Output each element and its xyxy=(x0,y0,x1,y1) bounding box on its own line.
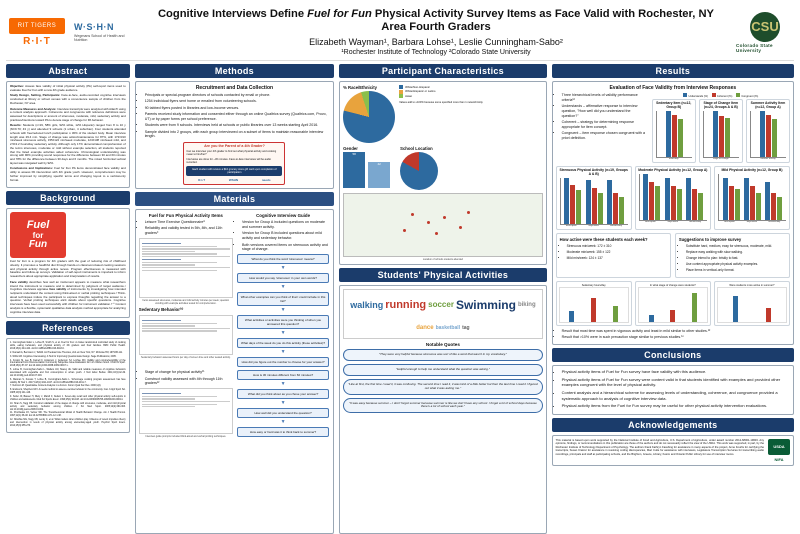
abstract-objective xyxy=(10,85,126,92)
legend-item xyxy=(399,94,542,98)
chart-x-labels xyxy=(702,158,740,160)
legend-entry-label: Understands (%) xyxy=(688,95,708,98)
legend-label: White/Non-Hispanic xyxy=(405,85,430,89)
probe-box: What did you think about as you chose your answer? xyxy=(237,389,330,399)
conclusions-list xyxy=(556,369,790,409)
weekly-activity-item: • Strenuous min/week: 172 ± 310 xyxy=(567,244,667,248)
quote-item: "They were very helpful because strenuous was sort of like a word that wasn't in my vocabulary." xyxy=(343,349,542,361)
gender-bar: 58 xyxy=(343,152,365,188)
recruitment-bullet: • Students were from 9 schools. Interviews held at schools or public libraries over 13 weeks starting April 2016. xyxy=(145,123,330,128)
materials-left-bullet: • Reliability and validity tested in 5th, 8th, and 11th graders⁹ xyxy=(145,226,233,236)
section-heading-abstract: Abstract xyxy=(6,64,130,78)
chart-title: Moderate Physical Activity (n=12, Group A) xyxy=(638,168,708,173)
abstract-design-text: Face-to-face, audio-recorded cognitive interviews conducted at library or school venues with a convenience sample of children from the Rochester, NY area. xyxy=(10,93,126,105)
quote-item: "It was easy because summer – I don't forget summer because summer is like we don't have any school. I forget a lot of school days because there's a lot of school each year." xyxy=(343,398,542,414)
probe-box: What do you think the word 'strenuous' means? xyxy=(237,254,330,264)
abstract-objective-label: Objective: xyxy=(10,84,24,88)
reference-item: 3. Willis GB. Cognitive Interviewing: A Tool for Improving Questionnaire Design. Sage Publications; 2005. xyxy=(10,355,117,358)
race-chart-title: % Race/Ethnicity xyxy=(343,85,377,90)
chart-plot xyxy=(717,287,787,323)
chart-x-labels xyxy=(717,221,787,223)
school-location-map xyxy=(343,193,542,257)
map-caption: Location of schools students attended xyxy=(422,258,463,261)
gender-bar: 42 xyxy=(368,162,390,188)
chart-summer-activity-item xyxy=(746,99,790,163)
survey-item-image xyxy=(139,238,233,298)
chart-title: Summer Activity Item (n=12, Group A) xyxy=(750,101,786,109)
reference-item: 4. Foxton M, Lee B, Farnell F, Anderson J, Anderson SJ, Lochse DO. Validity and comprehensibility of the International Form Documentation Community Subjective Issue Evaluation form in children found. Child Int Sport. 2018;18(1):87-97. doi:10.1111/j.1600-0838.2009.00917.x. xyxy=(10,359,126,368)
chart-plot xyxy=(656,111,692,158)
sedentary-item-image xyxy=(139,315,233,355)
students-pa-box xyxy=(339,285,546,534)
race-legend-area xyxy=(399,85,542,104)
chart-x-label: description xyxy=(724,221,735,224)
gender-chart-title: Gender xyxy=(343,146,358,151)
race-legend xyxy=(399,85,542,98)
race-note: Values add to ≥100% because some specified more than 1 race/ethnicity. xyxy=(399,100,484,104)
findings-list xyxy=(556,329,790,340)
acknowledgements-text: This material is based upon work supported by the National Institute of Food and Agriculture, U.S. Department of Agriculture, under award number 2012-68001-19603. Any opinions, findings, or recommendations in this publication are those of the authors and do not necessarily reflect the view of the USDA. This work was supported, in part, by the Rochester Institute of Technology Department of Psychology. The authors thank Kathryn Fassbing for assistance in many aspects of the project, Anne Fourlis for certifying the transcripts, Susan Kratzer for assistance in resolving coding discrepancies, Mari Cutle for assistance with interviews, Legislature Transcription Services for transcribing audio recordings, principals and staff at participating schools, and the Brighton, Greece, Library, Kesim and Ontario Public Library for use of interview rooms. xyxy=(555,438,765,456)
abstract-conclusions xyxy=(10,167,126,182)
background-p2a: describes how well an instrument appears to measure what researchers intend the instrument to measure and is determined by judgment of target audience.¹ Cognitive interviews appraise xyxy=(10,279,126,292)
abstract-conclusions-label: Conclusions and Implications: xyxy=(10,166,53,171)
probe-box: How is 30 minutes different from 60 minutes? xyxy=(237,370,330,380)
wegmans-school-logo xyxy=(74,10,136,54)
flow-arrow-icon: ▼ xyxy=(280,419,286,426)
chart-x-labels xyxy=(559,225,629,227)
legend-label: White/Hispanic or Latino xyxy=(405,89,436,94)
chart-x-label: days/week xyxy=(746,221,758,224)
probe-box: What days of the week do you do this activity (these activities)? xyxy=(237,338,330,348)
recruitment-box xyxy=(135,81,334,189)
stage-of-change-column xyxy=(139,370,233,438)
chart-x-label: days/week xyxy=(588,225,599,228)
chart-title: Mild Physical Activity (n=12, Group B) xyxy=(721,168,783,173)
weekly-activity-list xyxy=(560,244,667,260)
chart-strenuous-pa xyxy=(556,166,632,230)
abstract-measures xyxy=(10,108,126,123)
materials-left-caption: Items assessed strenuous, moderate and mild activity minutes per week; question wording with example activities tested for comprehension. xyxy=(142,299,230,306)
validity-criteria-list xyxy=(556,93,648,141)
background-program-name: Fuel for Fun xyxy=(10,259,27,264)
materials-left-title: Fuel for Fun Physical Activity Items xyxy=(148,213,223,219)
flow-arrow-icon: ▼ xyxy=(280,307,286,314)
abstract-results xyxy=(10,124,126,165)
section-heading-acknowledgements: Acknowledgements xyxy=(552,418,794,432)
csu-wordmark: Colorado State University xyxy=(736,42,773,53)
probe-flow-lower xyxy=(236,370,330,438)
evaluation-right-charts xyxy=(652,93,790,163)
word-cloud-term: Swimming xyxy=(455,297,516,312)
chart-legend xyxy=(652,93,790,98)
recruitment-bullet: • 90 tabbed flyers posted in libraries and low-income venues. xyxy=(145,106,330,111)
column-3 xyxy=(339,64,546,534)
chart-plot xyxy=(638,287,708,323)
title-emphasis: Fuel for Fun xyxy=(307,8,372,21)
gender-school-row xyxy=(343,146,542,190)
mini-chart-title: Sedentary hours/day xyxy=(581,283,606,287)
mini-chart-row xyxy=(556,281,790,326)
title-block xyxy=(142,8,730,56)
chart-x-labels xyxy=(749,158,787,160)
chart-title: Stage of Change Item (n=24, Groups A & B) xyxy=(703,101,739,109)
probe-box: What activities or activities were you thinking of when you answered this question? xyxy=(237,315,330,329)
word-cloud-term: dance xyxy=(416,324,434,331)
materials-right-caption: Interview guide prompts included think-aloud and verbal probing techniques. xyxy=(145,435,227,439)
abstract-results-text: Students (n=19, 58% girls, 92% white, 12% Hispanic) ranged from 8 to 10 y (M=9.70; 43 y) and attended 9 schools (1 urban, 4 suburban). Four students attended schools with free/reduced lunch participation ≥ 30% of the student body. Mean interview length was 29.4 min. Stage of change was action/maintenance for 87%, with 172±310 min/week strenuous activity, 155±122 min/week moderate, 124±138 min/week mild, and 2.5±2.2 hours/day sedentary activity. Although only 17% demonstrated comprehension of the terms strenuous, moderate or mild without example selection, all students reported that the listed example activities aided coherence. Chronological understanding was strong with 90% providing sound responses for the difference between 30 and 60 minutes and 78% for the difference between 30 days and 6 months. The mixed horizontal vertical layout was navigated well by 92%. xyxy=(10,123,126,165)
suggestion-item: • Substitute hard, medium, easy for strenuous, moderate, mild. xyxy=(686,244,786,248)
probe-box: How well did you understand the question? xyxy=(237,408,330,418)
legend-entry xyxy=(712,93,732,98)
quote-list xyxy=(343,349,542,413)
chart-x-label: summer activity xyxy=(760,157,776,160)
chart-x-labels xyxy=(655,158,693,160)
legend-entry-label: Coherent (%) xyxy=(716,95,733,98)
stage-of-change-item-image xyxy=(139,388,233,434)
legend-entry xyxy=(683,93,707,98)
flow-arrow-icon: ▼ xyxy=(280,330,286,337)
section-heading-methods: Methods xyxy=(135,64,334,78)
chart-sedentary-item xyxy=(652,99,696,163)
flyer-incentive-note: Each student will receive a $10 grocery store gift card upon completion of participation xyxy=(186,166,282,176)
materials-right-bullets xyxy=(236,220,330,252)
evaluation-title: Evaluation of Face Validity from Interview Responses xyxy=(609,85,737,91)
chart-x-label: hours/day xyxy=(668,157,679,160)
chart-x-label: stage of change xyxy=(713,157,729,160)
gender-chart xyxy=(343,146,390,188)
probe-box: How easy or hard was it to think back to summer? xyxy=(237,427,330,437)
wsh-subtitle: Wegmans School of Health and Nutrition xyxy=(74,33,125,42)
funder-logos xyxy=(768,439,790,462)
abstract-measures-text: Interview transcripts were analyzed with AtlasTi using a content analysis approach. Coherence and congruence with reference definitions were assessed for descriptions or amount of strenuous, moderate, mild, sedentary activity and practices/intentions toward PA to denote stage of change for PA behavior. xyxy=(10,106,126,122)
activity-summary-row xyxy=(556,233,790,277)
column-2 xyxy=(135,64,334,534)
flyer-body: Interviews are done for ~30 minutes. Face-to-face interviews will be audio recorded. xyxy=(186,157,271,164)
abstract-conclusions-text: Fuel for Fun PA items demonstrated face validity and utility to assess PA intervention with 4th grade youth. However, comprehension may be further improved by simplifying specific terms and changing layout to a vertical-only format. xyxy=(10,166,126,182)
acknowledgements-box xyxy=(552,435,794,466)
flyer-headline: Are you the Parent of a 4th Grader? xyxy=(204,144,265,149)
materials-left-bullets xyxy=(139,220,233,236)
column-4 xyxy=(552,64,794,534)
page-title xyxy=(146,8,726,34)
validity-criteria-item: • Understands – affirmative response to interview question, "How well did you understand the question?" xyxy=(562,104,648,119)
fuel-for-fun-logo xyxy=(10,212,66,258)
weekly-activity-title: How active were these students each week? xyxy=(559,237,648,243)
race-pie-chart xyxy=(343,91,395,143)
chart-title: Sedentary Item (n=12, Group B) xyxy=(656,101,692,109)
background-p1-text: is a program for 4th graders with the goal of reducing risk of childhood obesity. It promotes a healthful diet through hands-on classroom-based cooking sessions and physical activity through active recess. Program effectiveness is measured with baseline and follow-up surveys. Validation of self-report instruments is important to inform researchers about appropriate application and interpretation of results. xyxy=(10,259,126,279)
reference-item: 6. Marican S, Kossos T, Lohse B, Cunningham-Sabo L. School-age cooking program assessment has face validity. Br Nutr J. 2017;118(1):1011-1027. doi:10.1186/s12889-016-2011-7. xyxy=(10,378,126,384)
chart-stage-of-change-item xyxy=(699,99,743,163)
fff-logo-line2: for xyxy=(32,230,44,240)
materials-right-bullet: • Version for Group B included questions about mild activity and sedentary behavior. xyxy=(242,231,330,241)
chart-x-label: minutes/day xyxy=(689,221,702,224)
title-part-2: Physical Activity Survey Items as Face Valid with Rochester, NY Area Fourth Graders xyxy=(371,8,715,33)
materials-box xyxy=(135,209,334,534)
reference-item: 8. Endres E, Shepherd WJ. A needs method to assess exercise behavior in the community. Can J Appl Sport Sci. 1985;10(3):141-146. xyxy=(10,389,126,395)
chart-title: Strenuous Physical Activity (n=19, Groups A & B) xyxy=(559,168,628,177)
legend-entry-label: Congruent (%) xyxy=(741,95,759,98)
reference-item: 10. Shan S, Tagg CB. Construct validation of the stages of change with strenuous, moderate, and mild physical activity and sedentary behavior among children. J Sci Med Sport. 2005;12(2):294-303. doi:10.1016/j.jsams.2008.01.002. xyxy=(10,402,126,411)
chart-x-label: minutes/day xyxy=(768,221,781,224)
suggestion-item: • Replace easy walking with slow walking. xyxy=(686,250,786,254)
mini-chart-title: In what stage of change were students? xyxy=(649,283,696,287)
school-chart xyxy=(400,146,438,190)
weekly-activity-item: • Mild min/week: 124 ± 137 xyxy=(567,256,667,260)
conclusion-item: • Physical activity items from the Fuel for Fun survey may be useful for other physical activity intervention evaluations. xyxy=(562,403,790,409)
abstract-measures-label: Outcome Measures and Analysis: xyxy=(10,106,57,111)
recruitment-bullet: • Principals or special-program directors of schools contacted by email or phone. xyxy=(145,93,330,98)
poster-columns xyxy=(6,64,794,534)
nifa-logo: NIFA xyxy=(774,456,784,462)
rit-wordmark: R·I·T xyxy=(23,35,51,47)
chart-x-label: description xyxy=(566,225,577,228)
materials-grid xyxy=(139,213,330,367)
chart-plot xyxy=(559,287,629,323)
wsh-wordmark: W·S·H·N xyxy=(74,21,114,32)
school-chart-title: School Location xyxy=(400,146,433,151)
suggestions-box xyxy=(675,233,790,277)
materials-right-bullet: • Version for Group A included questions on moderate and summer activity. xyxy=(242,220,330,230)
finding-item: • Result that most time was spent in vigorous activity and least in mild similar to other studies.¹² xyxy=(562,329,790,334)
flow-arrow-icon: ▼ xyxy=(280,349,286,356)
poster-header xyxy=(6,4,794,61)
word-cloud-term: soccer xyxy=(428,300,454,309)
quote-item: "Helpful enough to help me understand what the question was asking." xyxy=(343,364,542,376)
materials-right-column xyxy=(236,213,330,367)
suggestion-item: • Use context appropriate physical activity examples. xyxy=(686,262,786,266)
reference-item: 11. Prochaska JO, Velicer WF. The Transtheoretical Model of Health Behavior Change. Am J Health Promot. 1997;12(1):38-48. doi:10.4278/0890-1171-12.1.38. xyxy=(10,412,126,418)
section-heading-references: References xyxy=(6,321,130,335)
race-chart xyxy=(343,85,395,143)
background-p2-bold: face validity xyxy=(49,287,67,292)
evaluation-box xyxy=(552,81,794,345)
word-cloud-term: biking xyxy=(517,301,536,308)
suggestions-list xyxy=(679,244,786,272)
materials-left-column xyxy=(139,213,233,367)
weekly-activity-box xyxy=(556,233,671,277)
recruitment-bullets xyxy=(139,93,330,139)
flyer-partner-logo: R·I·T xyxy=(198,178,206,183)
stage-of-change-bullet: • Construct validity assessed with 4th through 11th graders¹² xyxy=(145,377,233,387)
reference-item: 2. Namadi A, Bernstein J, Tabibli. An Predetermine Theories, 2nd ed. New York, NY: McGraw-Hill; 1979:86-111. xyxy=(10,351,123,354)
reference-item: 9. Suller JF, Basser H, Riely J, Marsh F, Nelson J. Seven-day recall and other physical activity self-reports in children and adolescents. Med Sci Sports Exerc. 1993;25(1):99-108. doi:10.1249/00005768-199301000-00014. xyxy=(10,396,126,401)
participants-box xyxy=(339,81,546,265)
chart-x-labels xyxy=(638,221,708,223)
word-cloud-term: basketball xyxy=(435,324,461,331)
finding-item: • Result that >10% were in such precaution stage similar to previous studies.¹⁰ xyxy=(562,335,790,340)
background-face-validity-label: Face validity xyxy=(10,279,28,284)
activity-word-cloud xyxy=(343,289,542,339)
gender-bars xyxy=(343,152,390,188)
background-p2c: of instruments by investigating how intended recipients understand the content using think-aloud or verbal probing techniques.² Think-aloud techniques induce the participant to express thoughts regarding the answer to a question. Verbal probing techniques elicit details about specific questions. Cognitive interviews have been used successfully with children for instrument validation.³⁻⁶ Content analysis is a flexible, systematic qualitative data analysis method appropriate for analyzing cognitive interview data. xyxy=(10,287,126,314)
csu-logo xyxy=(736,9,794,55)
race-row xyxy=(343,85,542,143)
abstract-results-label: Results: xyxy=(10,123,22,128)
section-heading-materials: Materials xyxy=(135,192,334,206)
chart-x-label: description xyxy=(645,221,656,224)
probe-flow xyxy=(236,254,330,367)
reference-item: 1. Cunningham-Sabo L, Lohse B, Smith S, et al. Fuel for Fun: A cluster-randomized controlled study of cooking skills, eating behaviors, and physical activity of 4th graders and their families. BMC Public Health. 2016;16(1):444-444. doi:10.1186/s12889-016-3118-6. xyxy=(10,342,126,351)
flow-arrow-icon: ▼ xyxy=(280,284,286,291)
chart-summer-activity-distribution xyxy=(714,281,790,326)
summary-chart-row xyxy=(652,99,790,163)
abstract-box xyxy=(6,81,130,188)
probe-box: What other examples can you think of that I could include in this list? xyxy=(237,292,330,306)
reference-item: 12. Nitschke MG, Nagy CB, Lenky C, et al. What matters when children play. Influence of recent impulsive theory and intervention in levels of physical activity among elementary-aged youth. Psychol Sport Exerc. 2014;15(3):255-270. xyxy=(10,419,126,427)
evaluation-top-row xyxy=(556,93,790,163)
flow-arrow-icon: ▼ xyxy=(280,265,286,272)
conclusion-item: • Content analysis and a hierarchical scheme for assessing levels of understanding, coherence, and congruence provided a systematic approach to analysis of cognitive interview data. xyxy=(562,390,790,401)
validity-criteria xyxy=(556,93,648,163)
chart-stage-of-change-distribution xyxy=(635,281,711,326)
affiliations: ¹Rochester Institute of Technology ²Colorado State University xyxy=(341,48,531,56)
conclusion-item: • Physical activity items of Fuel for Fun survey were content valid in that students identified with examples and provided other examples congruent with the level of physical activity. xyxy=(562,377,790,388)
title-part-1: Cognitive Interviews Define xyxy=(157,8,308,21)
abstract-design-label: Study Design, Setting, Participants: xyxy=(10,93,61,98)
stage-of-change-bullets xyxy=(139,370,233,386)
materials-sedentary-subhead: Sedentary Behavior¹⁰ xyxy=(138,307,184,313)
chart-plot xyxy=(750,111,786,158)
legend-label: Asian xyxy=(405,93,413,98)
materials-right-bullet: • Both versions covered items on strenuous activity and stage of change. xyxy=(242,243,330,253)
weekly-activity-item: • Moderate min/week: 155 ± 122 xyxy=(567,250,667,254)
suggestion-item: • Change intend to plan: briskly to fast. xyxy=(686,256,786,260)
probe-box: How would you say 'strenuous' in your own words? xyxy=(237,273,330,283)
suggestions-title: Suggestions to improve survey xyxy=(678,237,742,243)
recruitment-bullet: • Sample divided into 2 groups, with each group interviewed on a subset of items to maintain reasonable interview length. xyxy=(145,130,330,140)
background-paragraph-1 xyxy=(10,260,126,279)
validity-criteria-item: • Coherent – strategy for determining response appropriate for item concept. xyxy=(562,120,648,130)
chart-mild-pa xyxy=(714,166,790,230)
rit-badge: RIT TIGERS xyxy=(9,18,65,34)
chart-sedentary-hours xyxy=(556,281,632,326)
validity-criteria-item: • Three hierarchical levels of validity performance criteria¹² xyxy=(562,93,648,103)
background-logo-row xyxy=(10,212,126,258)
background-paragraph-2 xyxy=(10,281,126,314)
section-heading-participants: Participant Characteristics xyxy=(339,64,546,78)
materials-sedentary-caption: Sedentary behavior assessed hours per day of screen time and other seated activity. xyxy=(141,356,231,360)
materials-right-title: Cognitive Interview Guide xyxy=(256,213,311,219)
validity-criteria-item: • Congruent – item response chosen congruent with a priori definition. xyxy=(562,131,648,141)
quote-item: "Like at first, the first time I read it, it was confusing. The second time I read it, it was kind of a little better but then the last time I read it I figured out what it was asking me." xyxy=(343,379,542,395)
author-list: Elizabeth Wayman¹, Barbara Lohse¹, Leslie Cunningham-Sabo² xyxy=(309,36,563,47)
chart-x-label: days/week xyxy=(667,221,678,224)
fff-logo-line1: Fuel xyxy=(26,219,50,232)
reference-item: 7. Nehnom M. Quantitative Content Analysis in a Forum. Forum Qual Soc Res. 2000;1(2). xyxy=(10,385,102,388)
probe-flow-2 xyxy=(236,370,330,437)
abstract-design xyxy=(10,94,126,105)
stage-of-change-bullet: • Stage of change for physical activity¹¹ xyxy=(145,370,233,375)
abstract-objective-text: Assess face validity of initial physical activity (PA) self-report items used to evaluate Fuel for Fun with a new 4th grade audience. xyxy=(10,84,126,92)
section-heading-conclusions: Conclusions xyxy=(552,348,794,362)
materials-left-bullet: • Leisure Time Exercise Questionnaire⁸ xyxy=(145,220,233,225)
flyer-partner-logos xyxy=(186,178,282,182)
rit-logo xyxy=(6,9,68,55)
column-1 xyxy=(6,64,130,534)
chart-x-label: minutes/day xyxy=(610,225,622,228)
probe-box: How did you figure out the number to choose for your answer? xyxy=(237,357,330,367)
usda-logo: USDA xyxy=(768,439,790,455)
materials-lower-grid xyxy=(139,370,330,438)
chart-plot xyxy=(703,111,739,158)
section-heading-background: Background xyxy=(6,191,130,205)
reference-item: 5. Lohse B, Cunningham-Sabo L, Walters LM, Stacey JE. Valid and reliable measures of cognitive behaviors associated with vegetable and fruit consumption in urban youth. J Nutr Educ Behav. 2011;43(1):42-49. doi:10.1016/j.jneb.2010.07.003. xyxy=(10,369,126,377)
legend-entry xyxy=(736,93,758,98)
activity-chart-row xyxy=(556,166,790,230)
word-cloud-term: running xyxy=(385,298,427,311)
section-heading-results: Results xyxy=(552,64,794,78)
mini-chart-title: Were students more active in summer? xyxy=(729,283,775,287)
flyer-subtext: Can we interview your 4th grader to find out what physical activity and cooking mean to him/her? xyxy=(186,150,277,157)
recruitment-bullet: • Parents received study information and consented either through an online Qualtrics survey (Qualtrics.com, Provo, UT) or by paper forms per school preference. xyxy=(145,112,330,122)
flyer-partner-logo: needs xyxy=(261,178,271,183)
word-cloud-term: walking xyxy=(350,299,384,310)
references-box xyxy=(6,338,130,432)
recruitment-flyer xyxy=(183,142,285,185)
school-pie-chart xyxy=(400,152,438,190)
chart-moderate-pa xyxy=(635,166,711,230)
notable-quotes-title: Notable Quotes xyxy=(425,342,460,347)
background-box xyxy=(6,208,130,318)
flyer-partner-logo: WSHN xyxy=(228,178,239,183)
flow-arrow-icon: ▼ xyxy=(280,381,286,388)
recruitment-bullet: • 1254 individual flyers sent home or emailed from volunteering schools. xyxy=(145,99,330,104)
conclusion-item: • Physical activity items of Fuel for Fun survey have face validity with this audience. xyxy=(562,369,790,375)
word-cloud-term: tag xyxy=(462,324,470,331)
flow-arrow-icon: ▼ xyxy=(280,400,286,407)
csu-mark: CSU xyxy=(750,12,780,42)
conclusions-box xyxy=(552,365,794,415)
fff-logo-line3: Fun xyxy=(28,238,48,250)
suggestion-item: • Place items in vertical-only format. xyxy=(686,268,786,272)
section-heading-students-pa: Students' Physical Activities xyxy=(339,268,546,282)
recruitment-title: Recruitment and Data Collection xyxy=(195,85,274,91)
